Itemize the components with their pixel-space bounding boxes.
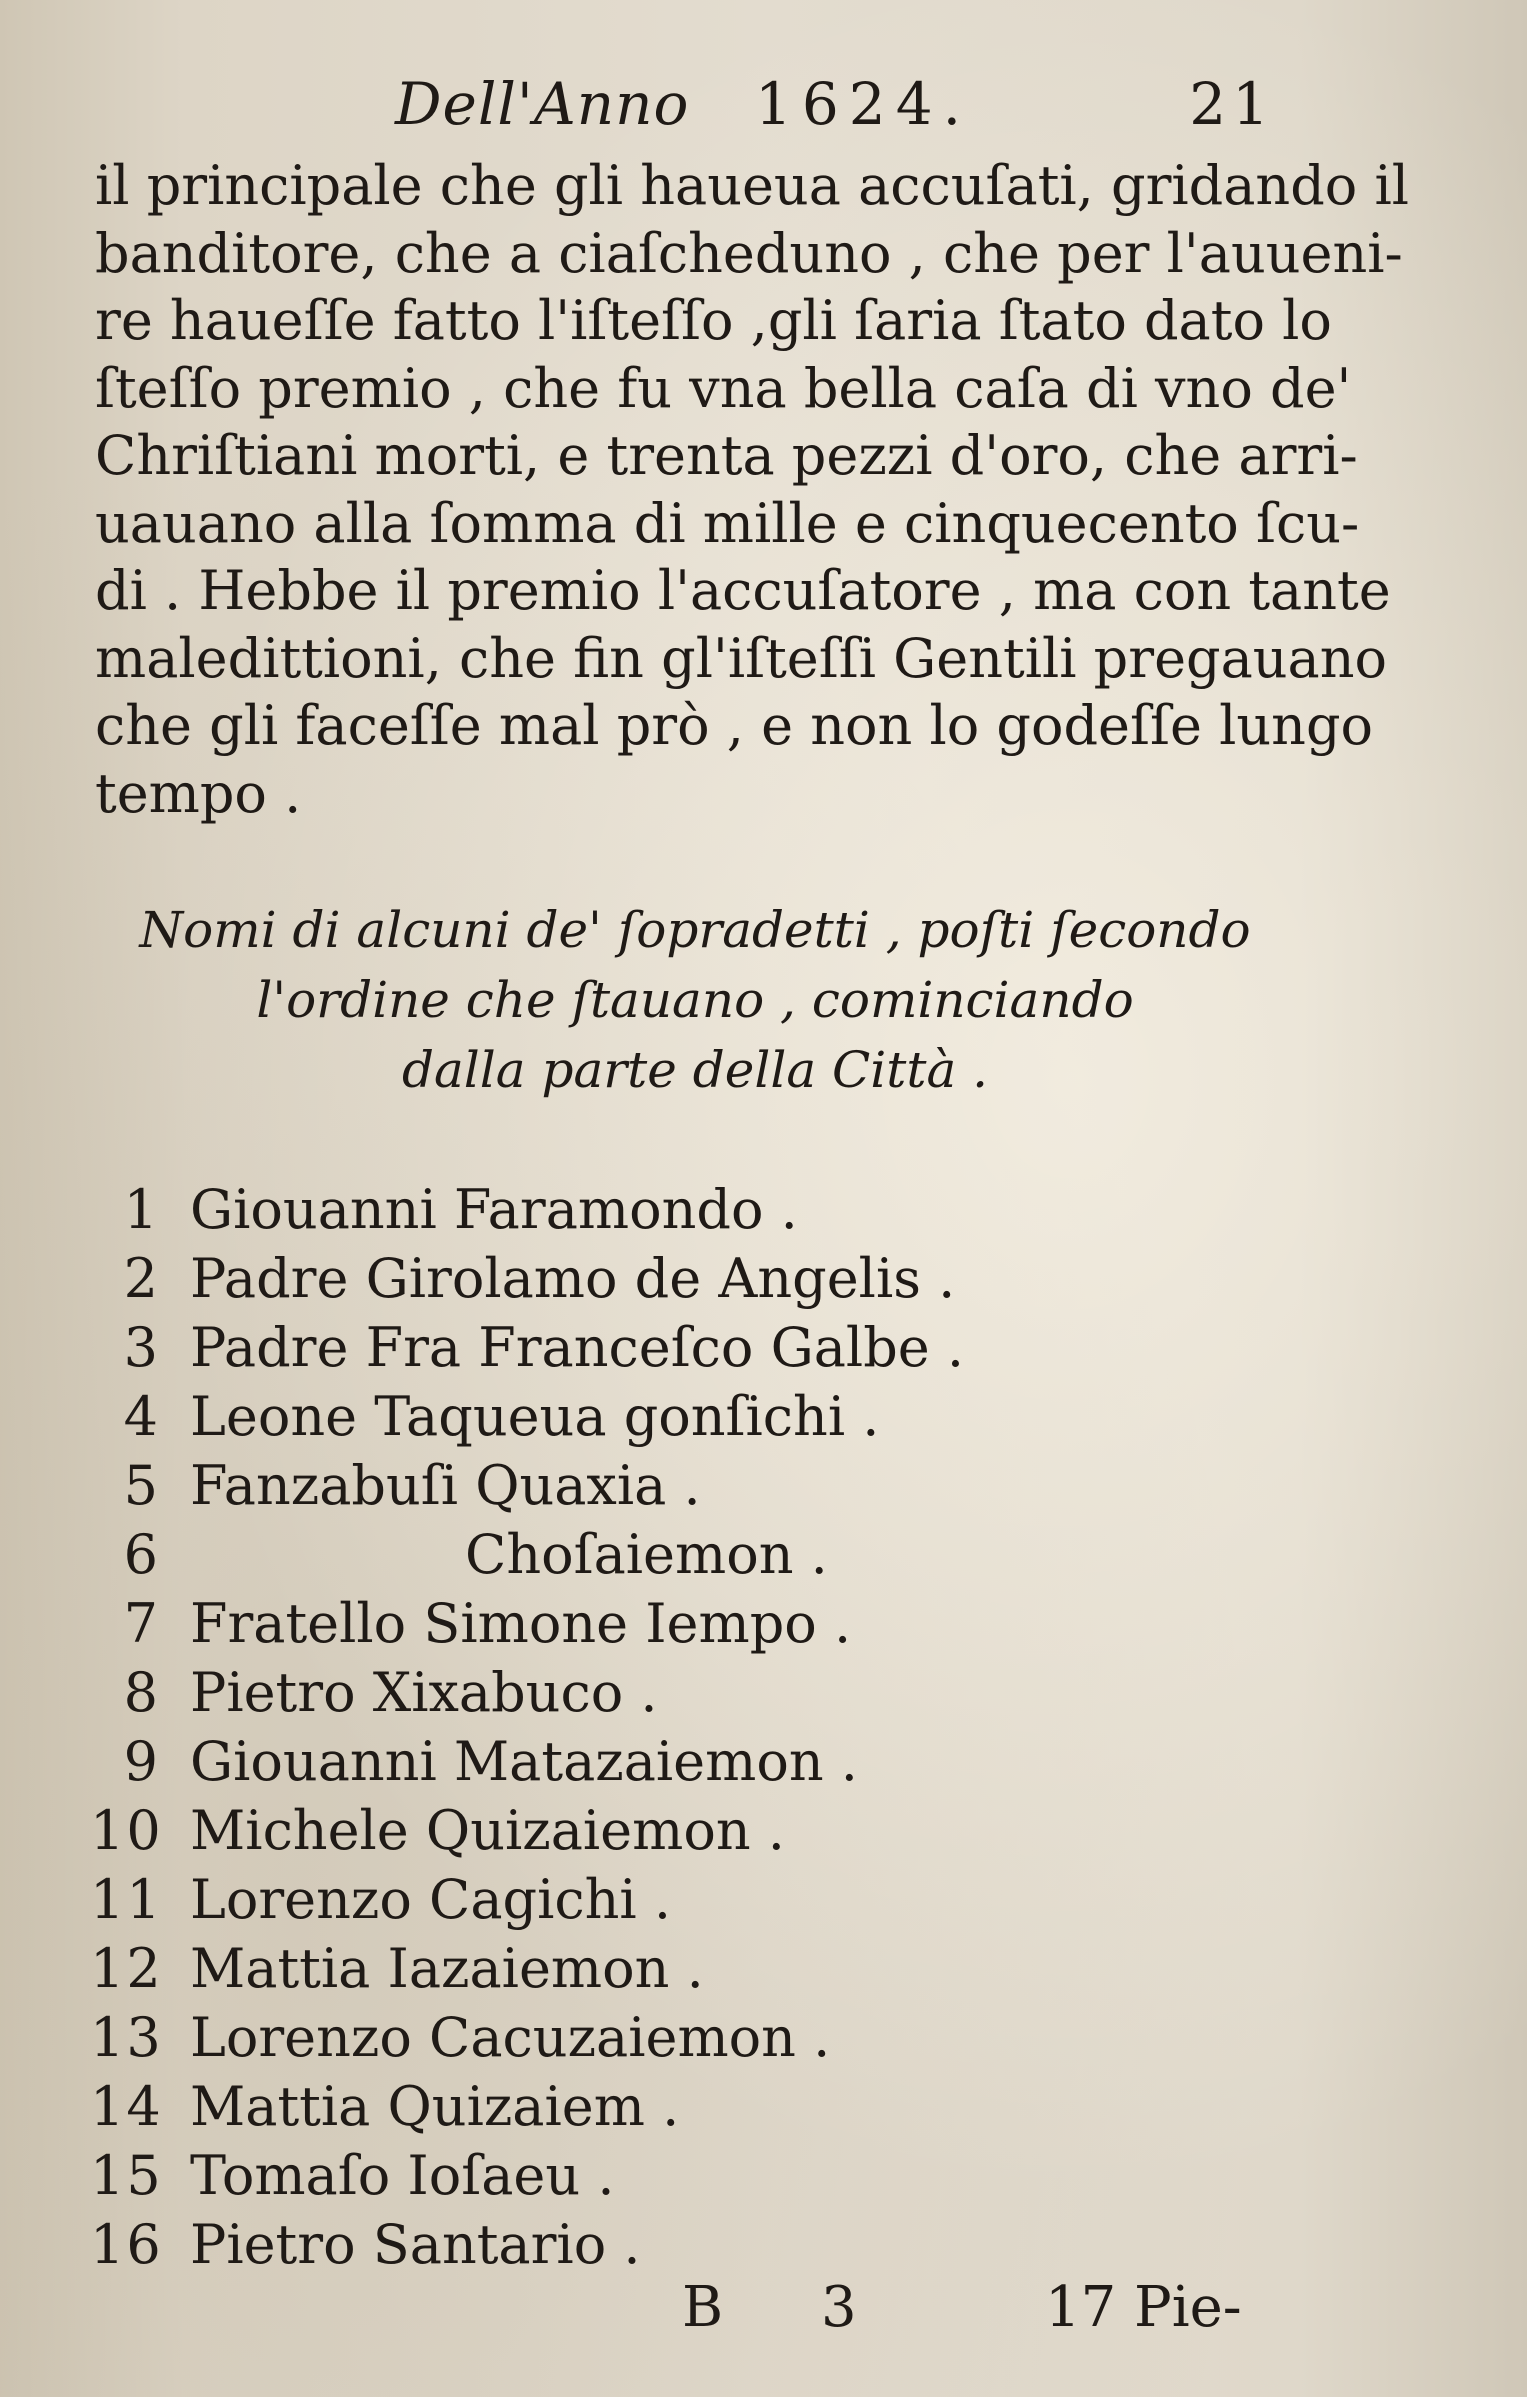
list-item — [90, 1382, 990, 1451]
page-number: 21 — [1189, 70, 1275, 138]
text-line: maledittioni, che fin gl'iſteſſi Gentili pregauano — [95, 626, 1388, 690]
list-item — [90, 1865, 990, 1934]
text-line: banditore, che a ciaſcheduno , che per l'auueni- — [95, 221, 1403, 285]
list-item — [90, 1313, 990, 1382]
item-name: Fanzabuſi Quaxia . — [190, 1454, 701, 1517]
item-number: 9 — [123, 1730, 160, 1793]
item-name: Michele Quizaiemon . — [190, 1799, 785, 1862]
text-line: ſteſſo premio , che fu vna bella caſa di vno de' — [95, 356, 1352, 420]
item-name: Tomaſo Ioſaeu . — [190, 2144, 615, 2207]
heading-line: Nomi di alcuni de' ſopradetti , poſti ſecondo — [139, 901, 1251, 959]
text-line: tempo . — [95, 761, 302, 825]
item-number: 3 — [123, 1316, 160, 1379]
running-header — [395, 70, 1275, 150]
list-item — [90, 1658, 990, 1727]
item-name: Lorenzo Cagichi . — [190, 1868, 672, 1931]
item-number: 13 — [90, 2006, 163, 2069]
item-name: Fratello Simone Iempo . — [190, 1592, 852, 1655]
heading-line: dalla parte della Città . — [401, 1041, 989, 1099]
text-line: di . Hebbe il premio l'accuſatore , ma con tante — [95, 559, 1391, 622]
text-line: il principale che gli haueua accuſati, gridando il — [95, 154, 1409, 217]
item-name: Mattia Quizaiem . — [190, 2075, 680, 2138]
list-item — [90, 2072, 990, 2141]
running-title: Dell'Anno — [395, 70, 690, 138]
signature-mark: B 3 — [682, 2275, 897, 2340]
item-name: Giouanni Matazaiemon . — [190, 1730, 858, 1793]
item-number: 4 — [123, 1385, 160, 1448]
text-line: che gli faceſſe mal prò , e non lo godeſſe lungo — [95, 694, 1374, 757]
list-item — [90, 2003, 990, 2072]
item-number: 8 — [123, 1661, 160, 1724]
item-name: Choſaiemon . — [465, 1523, 828, 1586]
header-year: 1624. — [755, 70, 972, 138]
page-footer — [0, 2275, 1527, 2350]
item-number: 5 — [123, 1454, 160, 1517]
list-item — [90, 1520, 990, 1589]
catchword: 17 Pie- — [1045, 2275, 1242, 2340]
text-line: re haueſſe fatto l'iſteſſo ,gli ſaria ſtato dato lo — [95, 289, 1332, 352]
list-item — [90, 1589, 990, 1658]
list-item — [90, 1727, 990, 1796]
list-item — [90, 1244, 990, 1313]
item-number: 14 — [90, 2075, 163, 2138]
body-paragraph — [95, 152, 1409, 827]
item-number: 2 — [123, 1247, 160, 1310]
item-name: Mattia Iazaiemon . — [190, 1937, 704, 2000]
text-line: Chriſtiani morti, e trenta pezzi d'oro, che arri- — [95, 424, 1358, 487]
list-item — [90, 1175, 990, 1244]
section-heading — [120, 895, 1270, 1105]
item-name: Padre Fra Franceſco Galbe . — [190, 1316, 965, 1379]
item-number: 1 — [123, 1178, 160, 1241]
item-name: Giouanni Faramondo . — [190, 1178, 798, 1241]
item-number: 11 — [90, 1868, 163, 1931]
list-item — [90, 2141, 990, 2210]
item-name: Lorenzo Cacuzaiemon . — [190, 2006, 831, 2069]
item-name: Padre Girolamo de Angelis . — [190, 1247, 956, 1310]
item-name: Leone Taqueua gonſichi . — [190, 1385, 880, 1448]
list-item — [90, 1796, 990, 1865]
list-item — [90, 1934, 990, 2003]
list-item — [90, 1451, 990, 1520]
item-number: 12 — [90, 1937, 163, 2000]
item-number: 16 — [90, 2213, 163, 2276]
item-name: Pietro Santario . — [190, 2213, 641, 2276]
item-name: Pietro Xixabuco . — [190, 1661, 658, 1724]
item-number: 7 — [123, 1592, 160, 1655]
list-item — [90, 2210, 990, 2279]
text-line: uauano alla ſomma di mille e cinquecento ſcu- — [95, 491, 1360, 555]
heading-line: l'ordine che ſtauano , cominciando — [256, 971, 1134, 1029]
item-number: 15 — [90, 2144, 163, 2207]
names-list — [90, 1175, 990, 2279]
item-number: 6 — [123, 1523, 160, 1586]
item-number: 10 — [90, 1799, 163, 1862]
